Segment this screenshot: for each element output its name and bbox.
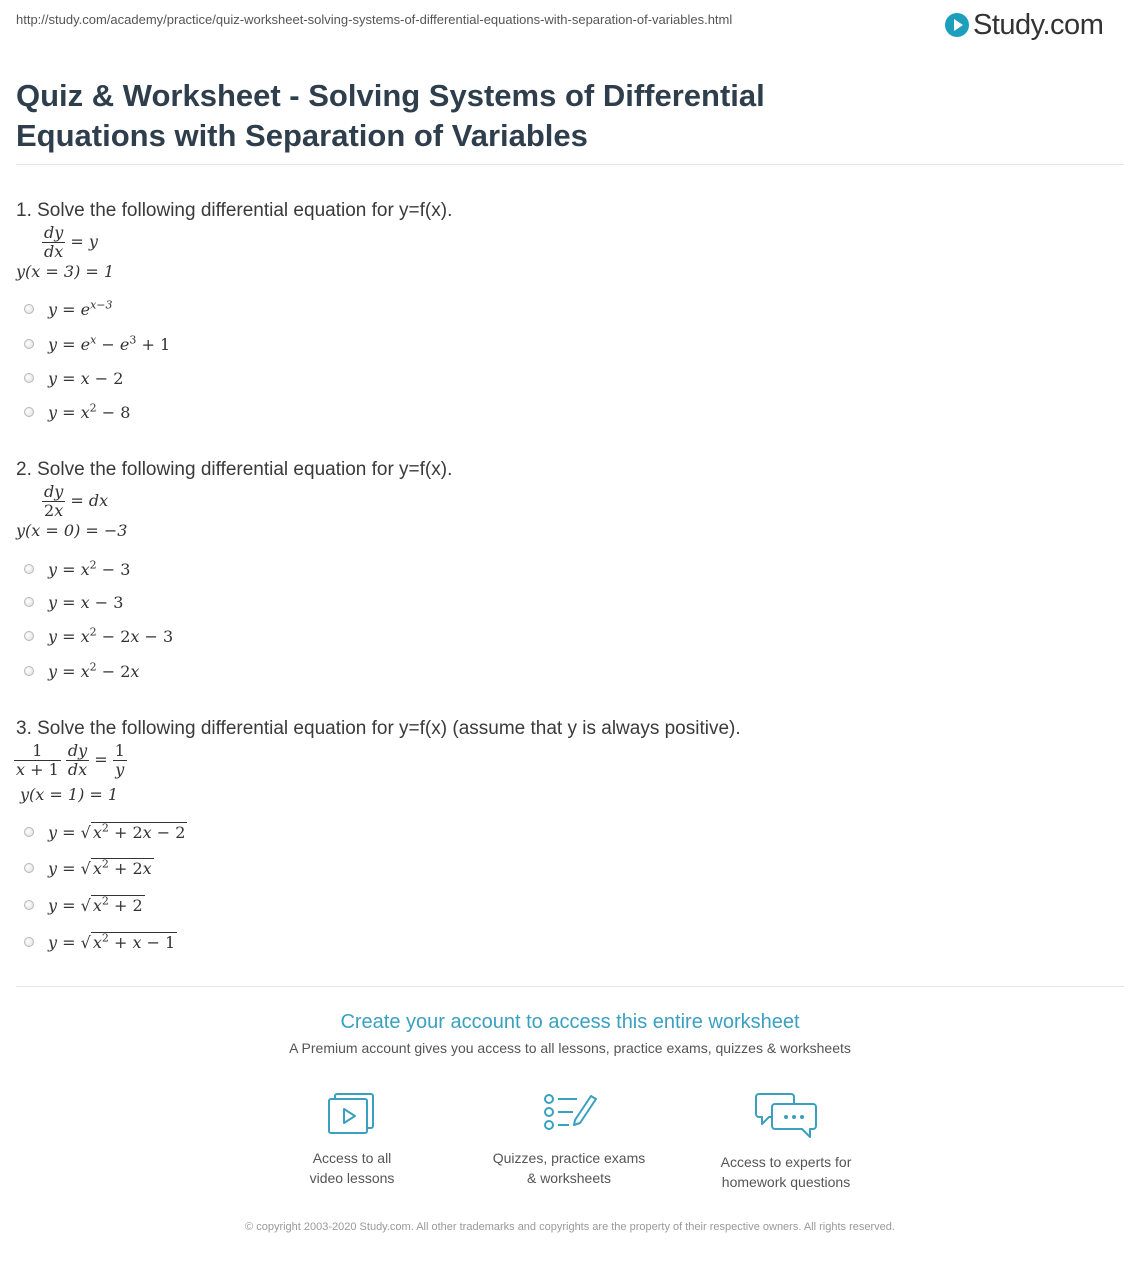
option-text: y = √ $x^2 + 2x$ bbox=[48, 857, 152, 878]
question-1-option-3[interactable] bbox=[24, 367, 123, 389]
study-logo[interactable] bbox=[945, 8, 1103, 42]
question-1-prompt: 1. Solve the following differential equation for y=f(x). bbox=[16, 200, 453, 221]
radio-button[interactable] bbox=[24, 863, 34, 873]
radio-button[interactable] bbox=[24, 827, 34, 837]
question-3-option-4[interactable] bbox=[24, 931, 177, 953]
feature-video-lessons bbox=[252, 1090, 452, 1188]
option-text: $y = x^2 - 8$ bbox=[48, 401, 131, 422]
radio-button[interactable] bbox=[24, 597, 34, 607]
option-text: $y = x^2 - 3$ bbox=[48, 558, 131, 579]
option-text: y = √ $x^2 + x - 1$ bbox=[48, 931, 176, 952]
feature-line-2: homework questions bbox=[721, 1174, 851, 1190]
question-2-condition: y(x = 0) = −3 bbox=[16, 521, 128, 540]
question-1-option-2[interactable] bbox=[24, 333, 170, 355]
radio-button[interactable] bbox=[24, 900, 34, 910]
option-text: $y = x^2 - 2x - 3$ bbox=[48, 625, 174, 646]
option-text: $y = e^x - e^3 + 1$ bbox=[48, 333, 171, 354]
feature-line-1: Quizzes, practice exams bbox=[492, 1150, 646, 1166]
title-divider bbox=[16, 164, 1124, 165]
radio-button[interactable] bbox=[24, 373, 34, 383]
question-3-prompt: 3. Solve the following differential equation for y=f(x) (assume that y is always positive). bbox=[16, 718, 741, 739]
question-2-prompt: 2. Solve the following differential equation for y=f(x). bbox=[16, 459, 453, 480]
quiz-checklist-icon bbox=[539, 1090, 599, 1136]
question-3-option-3[interactable] bbox=[24, 894, 145, 916]
question-2-option-2[interactable] bbox=[24, 591, 123, 613]
question-3-condition: y(x = 1) = 1 bbox=[20, 785, 119, 804]
option-text: $y = e^{x-3}$ bbox=[48, 298, 113, 319]
radio-button[interactable] bbox=[24, 666, 34, 676]
question-3-option-2[interactable] bbox=[24, 857, 154, 879]
question-3-equation: $\frac{1}{x + 1}$ $\frac{dy}{dx}$ = $\frac{1}{y}$ bbox=[16, 741, 125, 779]
cta-subtitle: A Premium account gives you access to all lessons, practice exams, quizzes & worksheets bbox=[289, 1040, 851, 1056]
video-lesson-icon bbox=[325, 1090, 379, 1136]
page-url: http://study.com/academy/practice/quiz-worksheet-solving-systems-of-differential-equations-with-separation-of-variables.html bbox=[16, 12, 733, 27]
question-2-option-3[interactable] bbox=[24, 625, 173, 647]
feature-line-1: Access to experts for bbox=[720, 1154, 852, 1170]
chat-bubbles-icon bbox=[753, 1090, 819, 1140]
radio-button[interactable] bbox=[24, 631, 34, 641]
option-text: y = x − 2 bbox=[48, 368, 124, 388]
option-text: y = √ $x^2 + 2$ bbox=[48, 894, 143, 915]
page-title: Quiz & Worksheet - Solving Systems of Differential Equations with Separation of Variables bbox=[16, 78, 765, 153]
option-text: y = x − 3 bbox=[48, 592, 124, 612]
radio-button[interactable] bbox=[24, 304, 34, 314]
question-1-condition: y(x = 3) = 1 bbox=[16, 262, 115, 281]
option-text: $y = x^2 - 2x$ bbox=[48, 660, 140, 681]
radio-button[interactable] bbox=[24, 564, 34, 574]
feature-line-2: video lessons bbox=[309, 1170, 395, 1186]
question-1-option-1[interactable] bbox=[24, 298, 113, 320]
feature-line-1: Access to all bbox=[312, 1150, 392, 1166]
copyright-content: © copyright 2003-2020 Study.com. All other trademarks and copyrights are the property of their respective owners. All rights reserved. bbox=[245, 1221, 895, 1233]
feature-quizzes bbox=[469, 1090, 669, 1188]
question-1-equation: $\frac{dy}{dx}$ = y bbox=[44, 223, 98, 261]
radio-button[interactable] bbox=[24, 937, 34, 947]
feature-experts bbox=[686, 1090, 886, 1192]
section-divider bbox=[16, 986, 1124, 987]
copyright-text bbox=[0, 1219, 1140, 1236]
option-text: y = √ $x^2 + 2x - 2$ bbox=[48, 821, 186, 842]
radio-button[interactable] bbox=[24, 407, 34, 417]
question-2-option-4[interactable] bbox=[24, 660, 139, 682]
question-1-option-4[interactable] bbox=[24, 401, 130, 423]
question-3-option-1[interactable] bbox=[24, 821, 187, 843]
logo-text: Study.com bbox=[973, 8, 1104, 41]
question-2-equation: $\frac{dy}{2x}$ = dx bbox=[44, 482, 109, 520]
play-logo-icon bbox=[945, 13, 969, 37]
radio-button[interactable] bbox=[24, 339, 34, 349]
feature-line-2: & worksheets bbox=[526, 1170, 612, 1186]
question-2-option-1[interactable] bbox=[24, 558, 130, 580]
cta-title[interactable]: Create your account to access this entire worksheet bbox=[340, 1011, 800, 1033]
